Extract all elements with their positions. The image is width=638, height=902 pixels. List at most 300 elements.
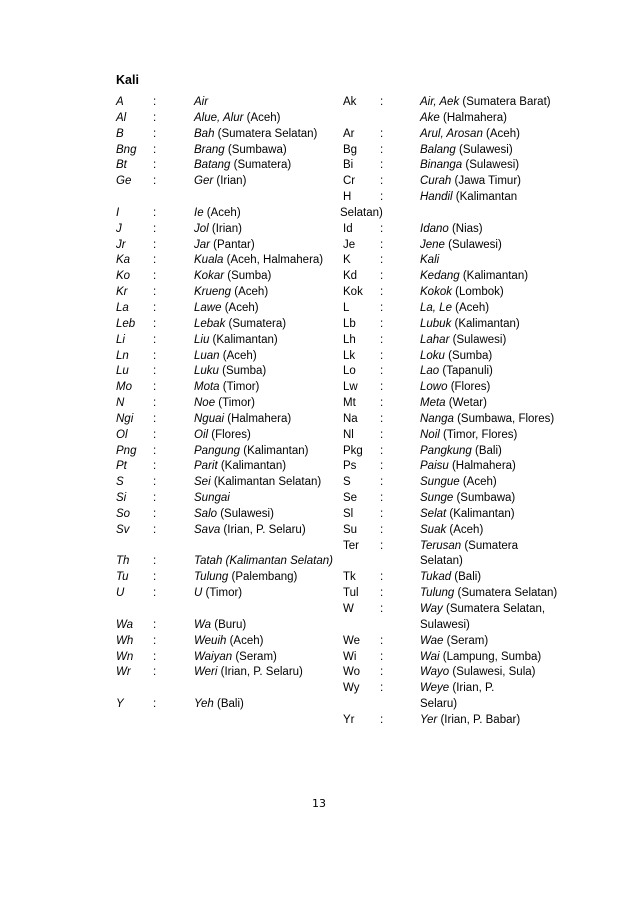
meaning [420,143,568,159]
separator-colon: : [153,571,157,584]
term-name: Alue, Alur [194,111,244,124]
term-name: Handil [420,191,453,204]
region-note: (Jawa Timur) [451,175,521,188]
term-name: Mota [194,381,220,394]
term-name: Ake [420,111,440,124]
meaning [420,634,568,650]
region-note: (Aceh) [482,127,520,140]
meaning [420,697,568,713]
abbreviation: Kr [116,286,128,299]
abbreviation: Kok [343,286,363,299]
term-name: Selat [420,507,447,520]
abbreviation: Na [343,412,358,425]
region-note: (Sumba) [224,270,272,283]
separator-colon: : [153,444,157,457]
meaning [194,570,338,586]
glossary-row [116,269,338,285]
abbreviation: Lk [343,349,356,362]
term-name: Sava [194,523,221,536]
separator-colon: : [380,270,384,283]
separator-colon: : [380,349,384,362]
abbreviation: Wr [116,666,131,679]
meaning [194,491,338,507]
abbreviation: Mt [343,397,356,410]
separator-colon: : [153,381,157,394]
meaning [194,586,338,602]
separator-colon: : [380,365,384,378]
region-note: (Lampung, Sumba) [439,650,542,663]
glossary-row [343,491,568,507]
region-note: (Kalimantan) [217,460,287,473]
term-name: Jar [194,238,210,251]
glossary-row [116,475,338,491]
region-note: (Timor, Flores) [439,428,518,441]
meaning [420,190,568,206]
region-note: (Bali) [471,444,502,457]
separator-colon: : [380,666,384,679]
separator-colon: : [153,96,157,108]
glossary-row [116,570,338,586]
abbreviation: N [116,397,125,410]
separator-colon: : [380,650,384,663]
abbreviation: Id [343,222,353,235]
glossary-row [116,143,338,159]
glossary-row [343,586,568,602]
meaning [420,618,568,634]
meaning [420,523,568,539]
region-note: (Flores) [208,428,251,441]
abbreviation: Pt [116,460,127,473]
abbreviation: I [116,206,120,219]
meaning [420,174,568,190]
separator-colon: : [153,507,157,520]
glossary-row [343,634,568,650]
abbreviation: Bt [116,159,127,172]
term-name: Noil [420,428,440,441]
region-note: (Sumba) [218,365,267,378]
abbreviation: Ol [116,428,128,441]
glossary-row [116,95,338,111]
term-name: Wayo [420,666,450,679]
meaning [420,285,568,301]
glossary-row [116,364,338,380]
glossary-row [116,238,338,254]
abbreviation: Wa [116,618,134,631]
glossary-row [116,111,338,127]
separator-colon: : [380,444,384,457]
glossary-row [343,539,568,555]
term-name: Tatah (Kalimantan Selatan) [194,555,333,568]
meaning [194,618,338,634]
abbreviation [343,618,380,634]
region-note: (Buru) [211,618,247,631]
term-name: Nguai [194,412,225,425]
abbreviation: Je [343,238,356,251]
separator-colon: : [380,238,384,251]
meaning [420,475,568,491]
term-name: Paisu [420,460,449,473]
glossary-row [343,618,568,634]
abbreviation: Ko [116,270,131,283]
region-note: (Aceh) [203,206,241,219]
term-name: Weye [420,682,450,695]
separator-colon: : [153,301,157,314]
region-note: (Aceh) [221,301,259,314]
separator-colon: : [153,270,157,283]
region-note: (Lombok) [451,286,504,299]
region-note: (Aceh) [459,476,497,489]
abbreviation: Leb [116,317,136,330]
separator-colon: : [380,175,384,188]
term-name: Lebak [194,317,226,330]
region-note: (Halmahera) [439,111,507,124]
region-note: (Palembang) [228,571,298,584]
glossary-row [116,349,338,365]
glossary-row [116,523,338,539]
term-name: Ger [194,175,214,188]
glossary-row [116,586,338,602]
separator-colon: : [380,682,384,695]
abbreviation: U [116,587,125,600]
term-name: Kokar [194,270,225,283]
separator-colon: : [153,460,157,473]
abbreviation: Al [116,111,127,124]
region-note: (Kalimantan) [451,317,520,330]
abbreviation [343,554,380,570]
region-note: Selatan) [420,555,463,568]
abbreviation: J [116,222,122,235]
separator-colon: : [153,349,157,362]
abbreviation: Ge [116,175,132,188]
term-name: Arul, Arosan [420,127,483,140]
region-note: (Aceh, Halmahera) [223,254,324,267]
region-note: (Halmahera) [224,412,292,425]
abbreviation: Li [116,333,125,346]
region-note: (Sumatera) [230,159,292,172]
abbreviation: Wn [116,650,134,663]
glossary-row [343,111,568,127]
abbreviation: Wh [116,634,134,647]
term-name: Luan [194,349,220,362]
meaning [194,554,338,570]
glossary-row [343,95,568,111]
abbreviation: Lb [343,317,356,330]
term-name: Sei [194,476,211,489]
separator-colon: : [380,301,384,314]
separator-colon: : [380,96,384,108]
term-name: Oil [194,428,209,441]
separator-colon [380,111,420,127]
meaning [420,459,568,475]
separator-colon: : [153,476,157,489]
glossary-row [116,444,338,460]
term-name: Meta [420,397,446,410]
glossary-row [116,491,338,507]
term-name: Curah [420,175,452,188]
abbreviation: Lh [343,333,356,346]
abbreviation: Wi [343,650,357,663]
glossary-row [343,459,568,475]
meaning [194,95,338,111]
glossary-row [343,269,568,285]
separator-colon: : [153,698,157,711]
separator-colon: : [380,397,384,410]
region-note: (Aceh) [243,111,281,124]
abbreviation: B [116,127,124,140]
separator-colon: : [153,222,157,235]
meaning [420,444,568,460]
term-name: Tukad [420,571,452,584]
term-name: Binanga [420,159,463,172]
abbreviation: L [343,301,350,314]
separator-colon: : [153,286,157,299]
meaning [194,269,338,285]
meaning [420,491,568,507]
separator-colon: : [153,492,157,505]
abbreviation: Sv [116,523,130,536]
meaning [194,285,338,301]
term-name: Kuala [194,254,224,267]
meaning [420,364,568,380]
region-note: (Kalimantan) [240,444,309,457]
separator-colon: : [380,381,384,394]
abbreviation: Ter [343,539,359,552]
page-number: 13 [312,797,326,810]
region-note: (Sulawesi) [462,159,520,172]
meaning [420,111,568,127]
term-name: Yeh [194,698,214,711]
glossary-row [343,554,568,570]
meaning [194,428,338,444]
abbreviation: Tul [343,587,359,600]
meaning [420,665,568,681]
glossary-row [116,222,338,238]
separator-colon: : [153,634,157,647]
meaning [194,143,338,159]
meaning [420,158,568,174]
term-name: Parit [194,460,218,473]
meaning [420,349,568,365]
glossary-row [343,333,568,349]
region-note: (Seram) [443,634,489,647]
term-name: Lubuk [420,317,452,330]
abbreviation: Png [116,444,137,457]
meaning [194,127,338,143]
separator-colon: : [380,333,384,346]
abbreviation: S [116,476,124,489]
term-name: Liu [194,333,210,346]
glossary-row [116,127,338,143]
abbreviation: Kd [343,270,358,283]
separator-colon: : [153,618,157,631]
meaning [420,554,568,570]
term-name: Luku [194,365,219,378]
abbreviation: Sl [343,507,354,520]
glossary-row [116,554,338,570]
region-note: (Nias) [448,222,483,235]
separator-colon: : [153,317,157,330]
separator-colon: : [153,428,157,441]
term-name: Kokok [420,286,452,299]
meaning [194,158,338,174]
meaning [194,349,338,365]
section-heading: Kali [116,73,139,87]
term-name: Noe [194,397,216,410]
region-note: (Timor) [202,587,243,600]
separator-colon: : [153,523,157,536]
glossary-row [116,459,338,475]
term-name: Wai [420,650,440,663]
abbreviation: We [343,634,361,647]
separator-colon: : [380,143,384,156]
meaning [420,301,568,317]
abbreviation: La [116,301,129,314]
separator-colon: : [153,365,157,378]
separator-colon: : [380,539,384,552]
term-name: Jol [194,222,209,235]
meaning [194,380,338,396]
term-name: Sungai [194,492,230,505]
region-note: (Sulawesi) [217,507,274,520]
term-name: Suak [420,523,447,536]
blank-spacer [116,602,338,618]
meaning [194,507,338,523]
meaning [194,444,338,460]
glossary-row [343,713,568,729]
term-name: Lahar [420,333,450,346]
meaning [194,174,338,190]
meaning [194,475,338,491]
right-glossary-column [340,95,568,729]
separator-colon: : [153,254,157,267]
region-note: (Bali) [213,698,244,711]
meaning [420,396,568,412]
glossary-row [116,428,338,444]
glossary-row [343,238,568,254]
term-name: Weuih [194,634,227,647]
separator-colon: : [153,238,157,251]
meaning [194,650,338,666]
term-name: Lowo [420,381,448,394]
region-note: (Tapanuli) [439,365,493,378]
meaning [194,697,338,713]
glossary-row [116,333,338,349]
separator-colon: : [380,222,384,235]
abbreviation: Y [116,698,124,711]
region-note: (Sumbawa) [224,143,287,156]
meaning [420,333,568,349]
region-note: (Aceh) [219,349,257,362]
term-name: Wa [194,618,212,631]
abbreviation: Lo [343,365,356,378]
blank-spacer [116,539,338,555]
region-note: (Seram) [232,650,277,663]
glossary-row [340,206,568,222]
term-name: Kali [420,254,440,267]
term-name: Waiyan [194,650,233,663]
glossary-row [343,412,568,428]
glossary-row [116,665,338,681]
separator-colon: : [153,650,157,663]
glossary-row [116,380,338,396]
glossary-row [116,285,338,301]
abbreviation: W [343,603,354,615]
separator-colon [380,618,420,634]
glossary-row [343,158,568,174]
term-name: Nanga [420,412,454,425]
separator-colon: : [153,397,157,410]
abbreviation: Cr [343,175,356,188]
term-name: Kedang [420,270,460,283]
meaning [194,634,338,650]
meaning [194,396,338,412]
glossary-row [116,697,338,713]
meaning [194,222,338,238]
term-name: Air [194,96,209,108]
abbreviation: Ka [116,254,131,267]
region-note: (Aceh) [226,634,264,647]
term-name: La, Le [420,301,452,314]
glossary-row [343,523,568,539]
region-note: (Sulawesi) [455,143,513,156]
term-name: Way [420,603,443,615]
abbreviation: Ngi [116,412,134,425]
glossary-row [343,507,568,523]
separator-colon [380,697,420,713]
meaning [194,253,338,269]
meaning [420,238,568,254]
abbreviation: Bg [343,143,358,156]
term-name: Ie [194,206,204,219]
region-note: (Irian, P. Babar) [437,713,521,726]
meaning [420,539,568,555]
term-name: Brang [194,143,225,156]
separator-colon: : [380,460,384,473]
meaning [420,570,568,586]
glossary-row [116,206,338,222]
meaning [194,333,338,349]
region-note: (Kalimantan Selatan) [210,476,322,489]
separator-colon: : [153,333,157,346]
meaning [194,459,338,475]
region-note: Sulawesi) [420,618,470,631]
separator-colon: : [380,603,384,615]
glossary-row [343,222,568,238]
abbreviation: Jr [116,238,126,251]
separator-colon: : [153,587,157,600]
abbreviation: Mo [116,381,132,394]
term-name: Pangung [194,444,241,457]
region-note: (Sumatera Selatan) [214,127,318,140]
meaning [420,713,568,729]
glossary-row [116,253,338,269]
glossary-row [343,475,568,491]
separator-colon: : [380,254,384,267]
meaning [420,650,568,666]
separator-colon: : [153,206,157,219]
abbreviation: Wy [343,682,360,695]
abbreviation: Si [116,492,127,505]
abbreviation [343,111,380,127]
glossary-row [343,665,568,681]
glossary-row [116,634,338,650]
abbreviation: Wo [343,666,361,679]
meaning [194,317,338,333]
abbreviation: Bng [116,143,137,156]
term-name: Weri [194,666,218,679]
abbreviation: Ak [343,96,357,108]
separator-colon: : [380,317,384,330]
